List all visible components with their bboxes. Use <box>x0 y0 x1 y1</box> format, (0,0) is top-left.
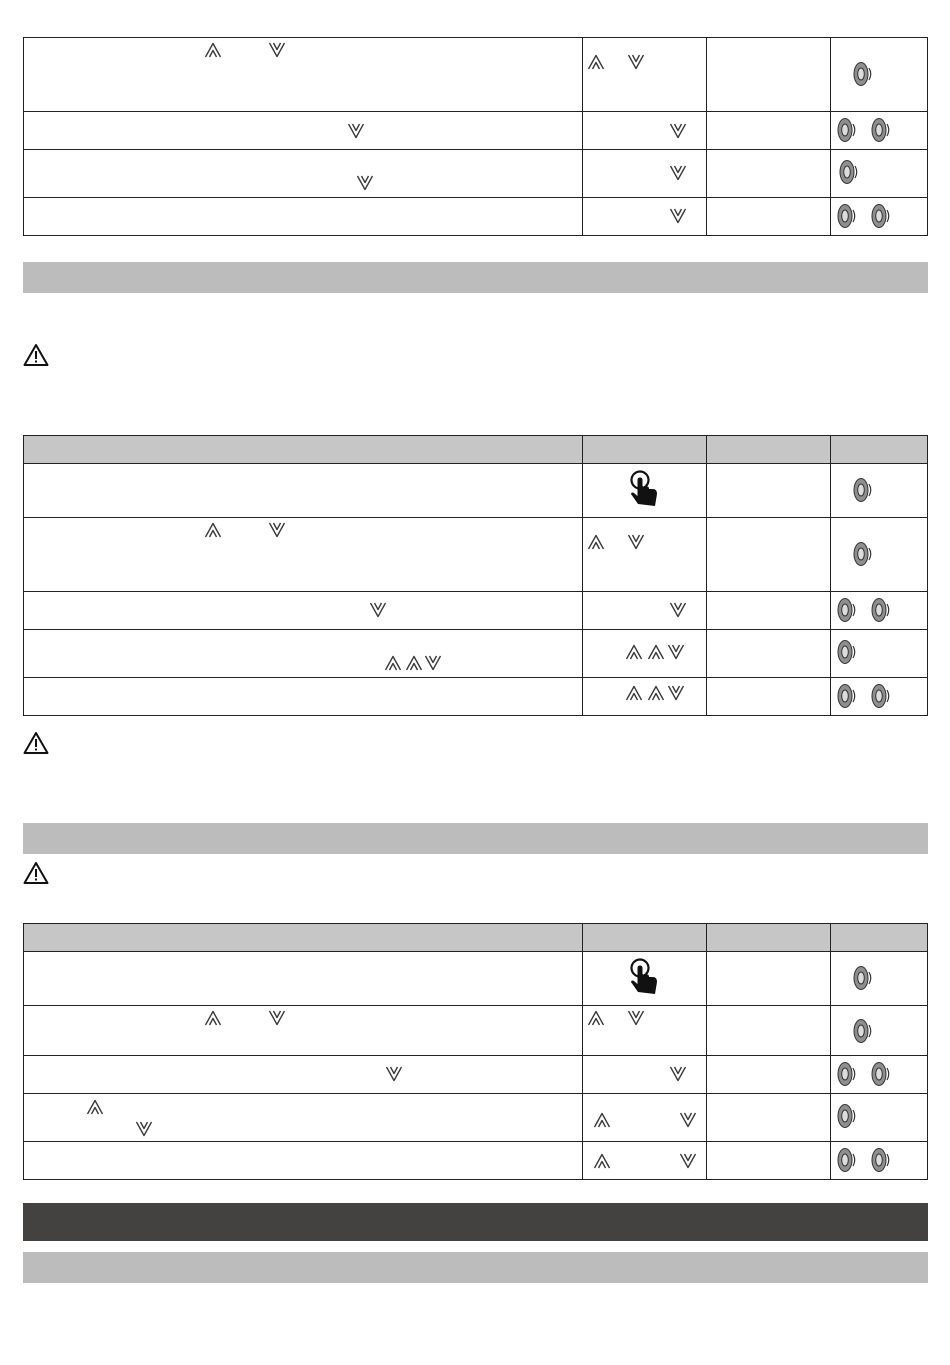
down-arrow-icon <box>669 123 687 139</box>
table-1-row-1-keys <box>582 38 706 112</box>
table-3-header-cell-4 <box>830 924 927 952</box>
table-1-row-4-keys <box>582 198 706 236</box>
beep-speaker-icon <box>853 61 873 87</box>
down-arrow-icon <box>268 1010 286 1026</box>
touch-hand-icon <box>629 468 659 510</box>
up-arrow-icon <box>405 655 423 671</box>
chapter-band <box>23 1203 928 1241</box>
table-3-row-2-beeps <box>830 1006 927 1056</box>
table-3-row-5 <box>24 1142 928 1180</box>
beep-speaker-icon <box>871 203 891 229</box>
table-3-row-3-text <box>24 1056 583 1094</box>
table-2-row-2-text <box>24 518 583 592</box>
up-arrow-icon <box>647 644 665 660</box>
table-2-row-2-keys <box>582 518 706 592</box>
table-2-row-4 <box>24 630 928 678</box>
up-arrow-icon <box>204 1010 222 1026</box>
up-arrow-icon <box>204 522 222 538</box>
table-2-row-2-result <box>706 518 830 592</box>
down-arrow-icon <box>669 1066 687 1082</box>
beep-speaker-icon <box>837 117 857 143</box>
table-2-row-5 <box>24 678 928 716</box>
beep-speaker-icon <box>837 1061 857 1087</box>
table-3-row-4 <box>24 1094 928 1142</box>
table-3-row-1 <box>24 952 928 1006</box>
down-arrow-icon <box>135 1121 153 1137</box>
table-2-row-5-result <box>706 678 830 716</box>
table-1-row-3-text <box>24 150 583 198</box>
table-1-row-4 <box>24 198 928 236</box>
table-1-row-2-result <box>706 112 830 150</box>
table-1-row-3 <box>24 150 928 198</box>
table-1-row-4-text <box>24 198 583 236</box>
table-1-row-1 <box>24 38 928 112</box>
beep-speaker-icon <box>837 1147 857 1173</box>
table-3 <box>23 923 928 1180</box>
touch-hand-icon <box>629 956 659 998</box>
down-arrow-icon <box>385 1066 403 1082</box>
down-arrow-icon <box>268 42 286 58</box>
warning-triangle-icon <box>23 861 49 885</box>
table-3-header <box>24 924 928 952</box>
table-3-row-5-result <box>706 1142 830 1180</box>
table-2-row-3-text <box>24 592 583 630</box>
table-2-row-1-beeps <box>830 464 927 518</box>
table-2-row-2-beeps <box>830 518 927 592</box>
down-arrow-icon <box>669 208 687 224</box>
table-1 <box>23 37 928 236</box>
beep-speaker-icon <box>837 1103 857 1129</box>
table-2-row-4-beeps <box>830 630 927 678</box>
beep-speaker-icon <box>837 203 857 229</box>
table-2-row-4-keys <box>582 630 706 678</box>
down-arrow-icon <box>347 123 365 139</box>
section-band-3 <box>23 1252 928 1283</box>
table-3-row-4-text <box>24 1094 583 1142</box>
table-1-row-4-result <box>706 198 830 236</box>
beep-speaker-icon <box>871 1147 891 1173</box>
table-2 <box>23 435 928 716</box>
beep-speaker-icon <box>837 639 857 665</box>
table-3-row-3-result <box>706 1056 830 1094</box>
table-2-row-3-keys <box>582 592 706 630</box>
table-3-row-4-result <box>706 1094 830 1142</box>
section-band-1 <box>23 262 928 293</box>
up-arrow-icon <box>204 42 222 58</box>
beep-speaker-icon <box>871 117 891 143</box>
table-2-row-1-text <box>24 464 583 518</box>
beep-speaker-icon <box>853 1018 873 1044</box>
table-2-row-1-keys <box>582 464 706 518</box>
table-1-row-3-result <box>706 150 830 198</box>
down-arrow-icon <box>424 655 442 671</box>
table-2-header-cell-1 <box>24 436 583 464</box>
table-1-row-1-beeps <box>830 38 927 112</box>
table-3-row-5-keys <box>582 1142 706 1180</box>
up-arrow-icon <box>86 1099 104 1115</box>
down-arrow-icon <box>669 602 687 618</box>
down-arrow-icon <box>627 534 645 550</box>
beep-speaker-icon <box>853 965 873 991</box>
beep-speaker-icon <box>871 1061 891 1087</box>
table-3-row-1-result <box>706 952 830 1006</box>
table-3-row-2-result <box>706 1006 830 1056</box>
table-2-row-1 <box>24 464 928 518</box>
table-3-row-2-keys <box>582 1006 706 1056</box>
up-arrow-icon <box>384 655 402 671</box>
table-3-row-4-keys <box>582 1094 706 1142</box>
up-arrow-icon <box>593 1112 611 1128</box>
up-arrow-icon <box>625 685 643 701</box>
table-1-row-3-beeps <box>830 150 927 198</box>
beep-speaker-icon <box>837 683 857 709</box>
table-3-header-cell-1 <box>24 924 583 952</box>
table-3-row-3-beeps <box>830 1056 927 1094</box>
table-2-row-2 <box>24 518 928 592</box>
table-2-header <box>24 436 928 464</box>
table-3-row-4-beeps <box>830 1094 927 1142</box>
table-2-row-4-result <box>706 630 830 678</box>
table-2-row-3 <box>24 592 928 630</box>
down-arrow-icon <box>667 685 685 701</box>
table-3-row-1-beeps <box>830 952 927 1006</box>
table-1-row-1-result <box>706 38 830 112</box>
table-1-row-2-keys <box>582 112 706 150</box>
table-3-row-5-text <box>24 1142 583 1180</box>
table-2-header-cell-3 <box>706 436 830 464</box>
down-arrow-icon <box>627 1010 645 1026</box>
section-band-2 <box>23 823 928 854</box>
table-2-header-cell-2 <box>582 436 706 464</box>
beep-speaker-icon <box>853 477 873 503</box>
beep-speaker-icon <box>871 597 891 623</box>
beep-speaker-icon <box>837 597 857 623</box>
up-arrow-icon <box>625 644 643 660</box>
table-3-row-2-text <box>24 1006 583 1056</box>
table-3-row-3-keys <box>582 1056 706 1094</box>
table-1-row-3-keys <box>582 150 706 198</box>
table-2-row-3-beeps <box>830 592 927 630</box>
table-2-row-4-text <box>24 630 583 678</box>
up-arrow-icon <box>647 685 665 701</box>
down-arrow-icon <box>679 1153 697 1169</box>
beep-speaker-icon <box>853 541 873 567</box>
table-3-header-cell-2 <box>582 924 706 952</box>
warning-triangle-icon <box>23 343 49 367</box>
table-3-row-3 <box>24 1056 928 1094</box>
down-arrow-icon <box>627 54 645 70</box>
warning-triangle-icon <box>23 731 49 755</box>
beep-speaker-icon <box>871 683 891 709</box>
table-2-row-5-beeps <box>830 678 927 716</box>
table-3-header-cell-3 <box>706 924 830 952</box>
table-2-row-1-result <box>706 464 830 518</box>
table-1-row-4-beeps <box>830 198 927 236</box>
down-arrow-icon <box>679 1112 697 1128</box>
table-2-row-5-text <box>24 678 583 716</box>
down-arrow-icon <box>356 175 374 191</box>
down-arrow-icon <box>369 602 387 618</box>
down-arrow-icon <box>268 522 286 538</box>
table-3-row-1-text <box>24 952 583 1006</box>
table-3-row-5-beeps <box>830 1142 927 1180</box>
table-3-row-1-keys <box>582 952 706 1006</box>
down-arrow-icon <box>669 165 687 181</box>
table-1-row-2 <box>24 112 928 150</box>
table-2-row-5-keys <box>582 678 706 716</box>
up-arrow-icon <box>593 1153 611 1169</box>
table-3-row-2 <box>24 1006 928 1056</box>
up-arrow-icon <box>587 534 605 550</box>
table-2-row-3-result <box>706 592 830 630</box>
table-1-row-2-text <box>24 112 583 150</box>
table-1-row-1-text <box>24 38 583 112</box>
up-arrow-icon <box>587 54 605 70</box>
beep-speaker-icon <box>839 159 859 185</box>
down-arrow-icon <box>667 644 685 660</box>
up-arrow-icon <box>587 1010 605 1026</box>
table-2-header-cell-4 <box>830 436 927 464</box>
table-1-row-2-beeps <box>830 112 927 150</box>
